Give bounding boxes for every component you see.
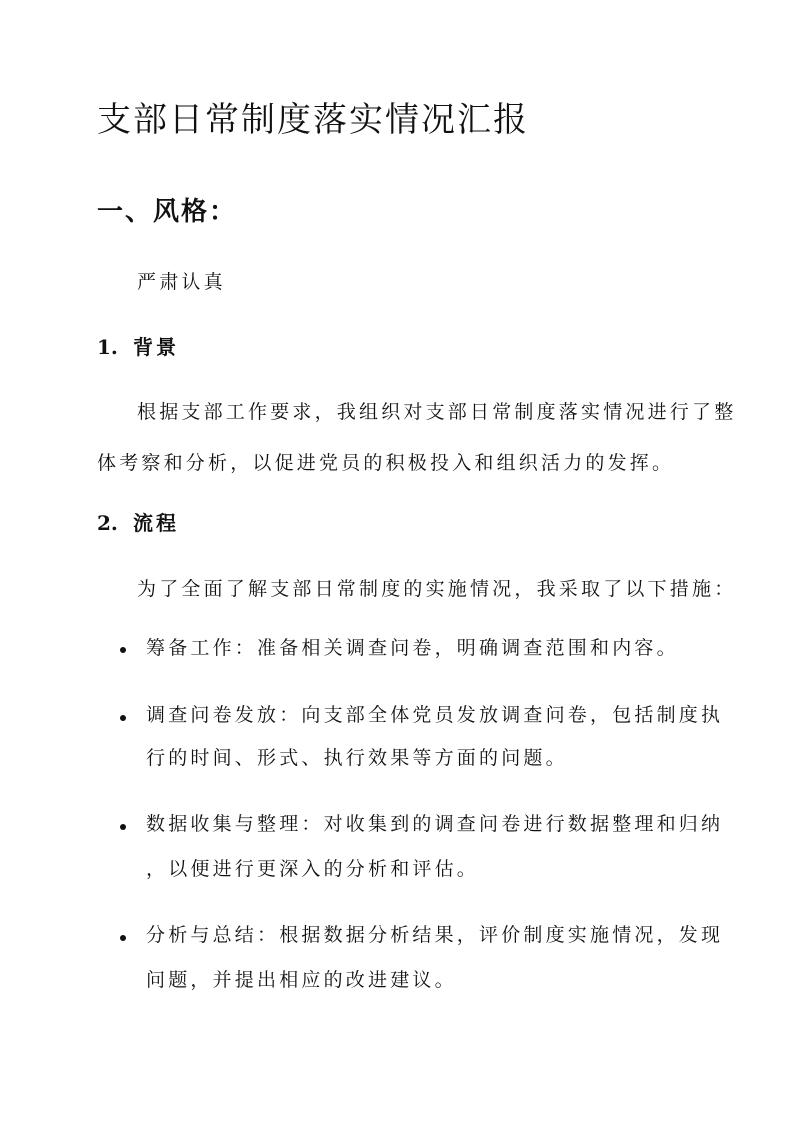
list-item-continuation: ，以便进行更深入的分析和评估。 <box>146 858 480 880</box>
list-item-continuation: 行的时间、形式、执行效果等方面的问题。 <box>146 747 568 769</box>
bullet-icon <box>120 647 126 653</box>
bullet-icon <box>120 824 126 830</box>
bullet-icon <box>120 715 126 721</box>
section-heading-background <box>97 333 179 361</box>
section-title: 背景 <box>133 335 179 359</box>
section-number: 1. <box>97 335 118 359</box>
background-paragraph-line-2: 体考察和分析，以促进党员的积极投入和组织活力的发挥。 <box>97 452 675 474</box>
process-intro: 为了全面了解支部日常制度的实施情况，我采取了以下措施： <box>137 578 737 600</box>
list-item: 分析与总结：根据数据分析结果，评价制度实施情况，发现 <box>146 924 724 946</box>
section-title: 流程 <box>133 511 179 535</box>
style-text: 严肃认真 <box>137 271 226 293</box>
bullet-icon <box>120 935 126 941</box>
list-item-continuation: 问题，并提出相应的改进建议。 <box>146 969 457 991</box>
list-item: 调查问卷发放：向支部全体党员发放调查问卷，包括制度执 <box>146 704 724 726</box>
section-heading-process <box>97 509 179 537</box>
background-paragraph-line-1: 根据支部工作要求，我组织对支部日常制度落实情况进行了整 <box>137 401 737 423</box>
section-number: 2. <box>97 511 118 535</box>
list-item: 数据收集与整理：对收集到的调查问卷进行数据整理和归纳 <box>146 813 724 835</box>
section-heading-style: 一、风格： <box>97 197 238 227</box>
list-item: 筹备工作：准备相关调查问卷，明确调查范围和内容。 <box>146 637 679 659</box>
document-title: 支部日常制度落实情况汇报 <box>97 100 529 140</box>
